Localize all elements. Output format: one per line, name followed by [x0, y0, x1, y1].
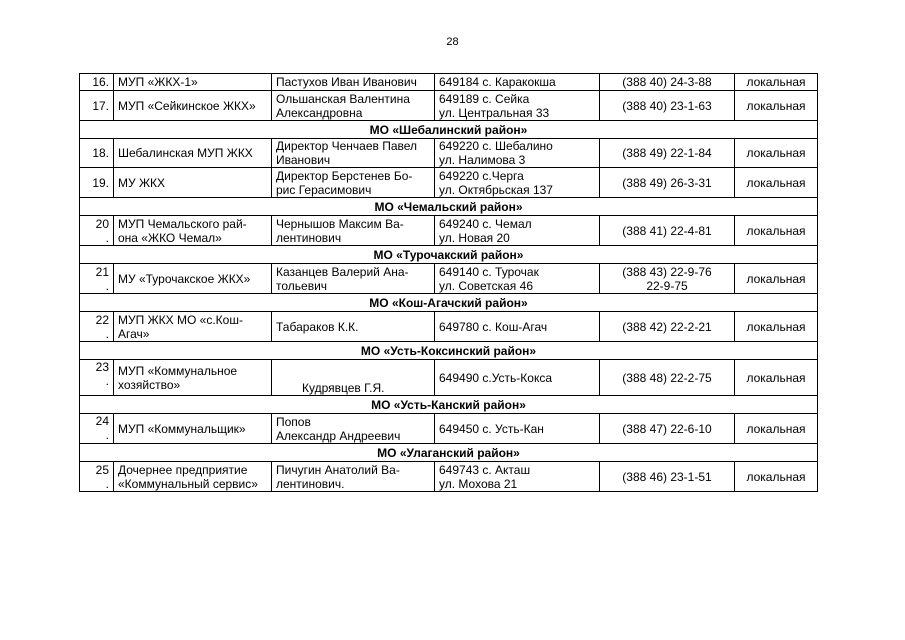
type-cell: локальная — [735, 414, 818, 444]
section-title: МО «Усть-Канский район» — [80, 396, 818, 414]
phone-cell: (388 41) 22-4-81 — [600, 216, 735, 246]
type-cell: локальная — [735, 168, 818, 198]
type-cell: локальная — [735, 360, 818, 396]
section-title: МО «Чемальский район» — [80, 198, 818, 216]
row-number-cell: 24 . — [80, 414, 114, 444]
phone-cell: (388 40) 24-3-88 — [600, 74, 735, 91]
phone-cell: (388 48) 22-2-75 — [600, 360, 735, 396]
address-cell: 649140 с. Турочак ул. Советская 46 — [435, 264, 600, 294]
table-row — [80, 139, 818, 168]
section-title: МО «Турочакский район» — [80, 246, 818, 264]
type-cell: локальная — [735, 91, 818, 121]
section-title: МО «Улаганский район» — [80, 444, 818, 462]
address-cell: 649240 с. Чемал ул. Новая 20 — [435, 216, 600, 246]
phone-cell: (388 47) 22-6-10 — [600, 414, 735, 444]
address-cell: 649780 с. Кош-Агач — [435, 312, 600, 342]
organization-cell: МУП Чемальского рай- она «ЖКО Чемал» — [114, 216, 272, 246]
table-row — [80, 264, 818, 294]
organization-cell: МУ «Турочакское ЖКХ» — [114, 264, 272, 294]
type-cell: локальная — [735, 264, 818, 294]
organization-cell: МУП ЖКХ МО «с.Кош- Агач» — [114, 312, 272, 342]
director-cell: Директор Ченчаев Павел Иванович — [272, 139, 435, 168]
type-cell: локальная — [735, 216, 818, 246]
address-cell: 649450 с. Усть-Кан — [435, 414, 600, 444]
row-number-cell: 18. — [80, 139, 114, 168]
organization-cell: МУП «ЖКХ-1» — [114, 74, 272, 91]
table-row — [80, 414, 818, 444]
organization-cell: Дочернее предприятие «Коммунальный сервис» — [114, 462, 272, 492]
table-row — [80, 360, 818, 396]
section-header-row — [80, 121, 818, 139]
section-header-row — [80, 396, 818, 414]
section-title: МО «Кош-Агачский район» — [80, 294, 818, 312]
director-cell: Попов Александр Андреевич — [272, 414, 435, 444]
organization-cell: МУП «Сейкинское ЖКХ» — [114, 91, 272, 121]
address-cell: 649490 с.Усть-Кокса — [435, 360, 600, 396]
director-cell: Пастухов Иван Иванович — [272, 74, 435, 91]
section-title: МО «Шебалинский район» — [80, 121, 818, 139]
section-header-row — [80, 198, 818, 216]
address-cell: 649189 с. Сейка ул. Центральная 33 — [435, 91, 600, 121]
row-number-cell: 23 . — [80, 360, 114, 396]
table-row — [80, 74, 818, 91]
row-number-cell: 17. — [80, 91, 114, 121]
type-cell: локальная — [735, 139, 818, 168]
table-row — [80, 462, 818, 492]
organization-cell: МУП «Коммунальное хозяйство» — [114, 360, 272, 396]
director-cell: Кудрявцев Г.Я. — [272, 360, 435, 396]
table-row — [80, 216, 818, 246]
director-cell: Казанцев Валерий Ана- тольевич — [272, 264, 435, 294]
row-number-cell: 20 . — [80, 216, 114, 246]
phone-cell: (388 46) 23-1-51 — [600, 462, 735, 492]
phone-cell: (388 40) 23-1-63 — [600, 91, 735, 121]
phone-cell: (388 42) 22-2-21 — [600, 312, 735, 342]
section-header-row — [80, 294, 818, 312]
table-body — [80, 74, 818, 492]
address-cell: 649184 с. Каракокша — [435, 74, 600, 91]
address-cell: 649220 с. Шебалино ул. Налимова 3 — [435, 139, 600, 168]
director-cell: Чернышов Максим Ва- лентинович — [272, 216, 435, 246]
phone-cell: (388 49) 22-1-84 — [600, 139, 735, 168]
type-cell: локальная — [735, 312, 818, 342]
section-header-row — [80, 342, 818, 360]
organization-cell: МУ ЖКХ — [114, 168, 272, 198]
director-cell: Ольшанская Валентина Александровна — [272, 91, 435, 121]
page-number: 28 — [446, 36, 459, 48]
section-title: МО «Усть-Коксинский район» — [80, 342, 818, 360]
director-cell: Табараков К.К. — [272, 312, 435, 342]
phone-cell: (388 43) 22-9-76 22-9-75 — [600, 264, 735, 294]
type-cell: локальная — [735, 462, 818, 492]
table-row — [80, 91, 818, 121]
address-cell: 649220 с.Черга ул. Октябрьская 137 — [435, 168, 600, 198]
section-header-row — [80, 246, 818, 264]
director-cell: Пичугин Анатолий Ва- лентинович. — [272, 462, 435, 492]
utilities-table — [79, 73, 818, 492]
row-number-cell: 21 . — [80, 264, 114, 294]
organization-cell: Шебалинская МУП ЖКХ — [114, 139, 272, 168]
table-row — [80, 312, 818, 342]
row-number-cell: 25 . — [80, 462, 114, 492]
address-cell: 649743 с. Акташ ул. Мохова 21 — [435, 462, 600, 492]
row-number-cell: 16. — [80, 74, 114, 91]
organization-cell: МУП «Коммунальщик» — [114, 414, 272, 444]
row-number-cell: 22 . — [80, 312, 114, 342]
section-header-row — [80, 444, 818, 462]
table-row — [80, 168, 818, 198]
type-cell: локальная — [735, 74, 818, 91]
phone-cell: (388 49) 26-3-31 — [600, 168, 735, 198]
director-cell: Директор Берстенев Бо- рис Герасимович — [272, 168, 435, 198]
row-number-cell: 19. — [80, 168, 114, 198]
